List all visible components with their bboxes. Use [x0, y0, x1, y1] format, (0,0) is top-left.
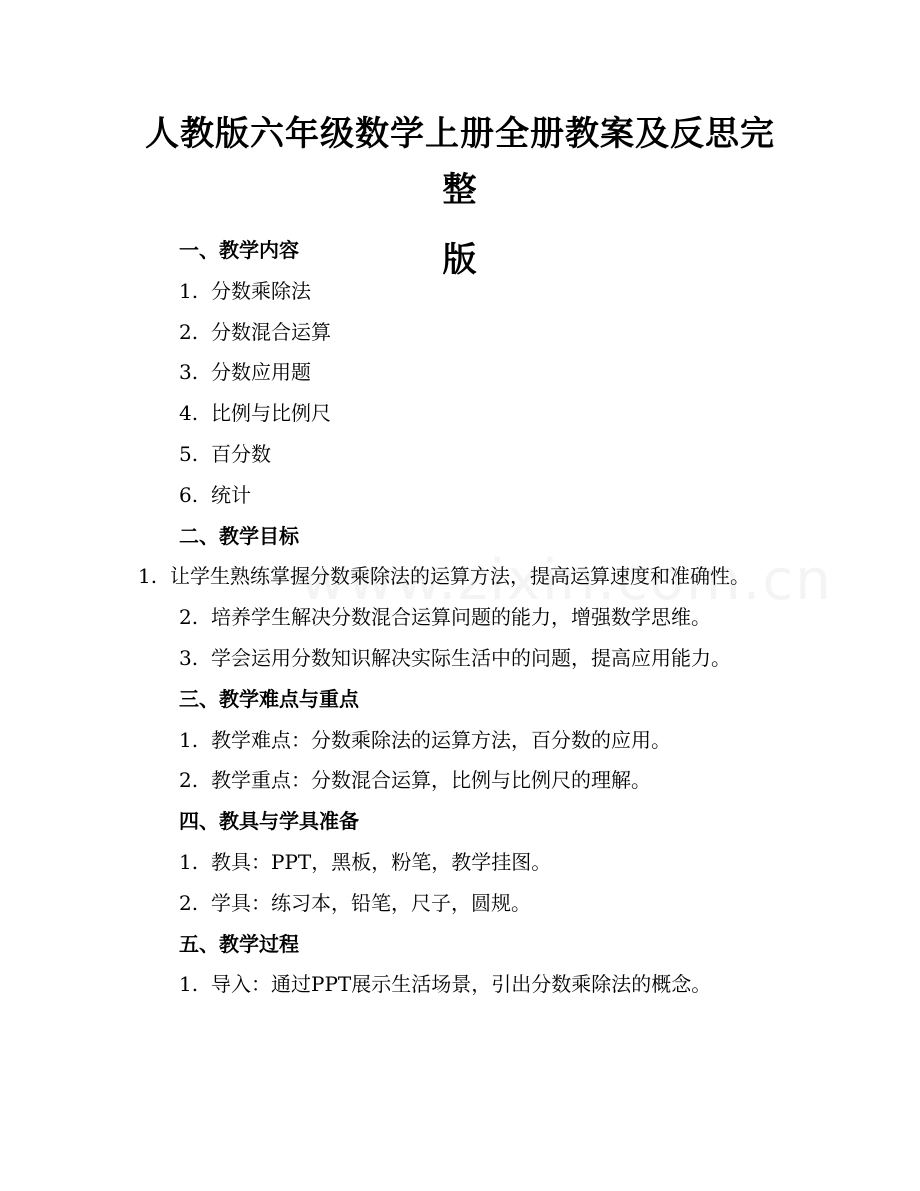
item-number: 2. [179, 890, 199, 915]
list-item [138, 475, 788, 516]
item-number: 1. [179, 849, 199, 874]
item-text: 分数混合运算 [211, 319, 331, 344]
item-number: 4. [179, 401, 199, 426]
item-number: 2. [179, 605, 199, 630]
document-body [138, 230, 788, 1005]
item-text: 比例与比例尺 [211, 401, 331, 426]
item-text: 分数应用题 [211, 360, 311, 385]
section-heading-process: 五、教学过程 [179, 931, 299, 956]
list-item [138, 597, 788, 638]
list-item [138, 883, 788, 924]
item-number: 6. [179, 482, 199, 507]
item-text: 教学难点：分数乘除法的运算方法，百分数的应用。 [211, 727, 671, 752]
item-text: 教学重点：分数混合运算，比例与比例尺的理解。 [211, 768, 651, 793]
list-item [138, 393, 788, 434]
item-text: 教具：PPT，黑板，粉笔，教学挂图。 [211, 849, 552, 874]
item-text: 让学生熟练掌握分数乘除法的运算方法，提高运算速度和准确性。 [170, 564, 750, 589]
list-item [97, 556, 788, 597]
list-item [138, 964, 788, 1005]
item-number: 1. [179, 278, 199, 303]
section-heading-materials: 四、教具与学具准备 [179, 809, 359, 834]
list-item [138, 842, 788, 883]
list-item [138, 760, 788, 801]
item-text: 学会运用分数知识解决实际生活中的问题，提高应用能力。 [211, 645, 731, 670]
list-item [138, 312, 788, 353]
item-number: 1. [179, 972, 199, 997]
list-item [138, 638, 788, 679]
item-number: 2. [179, 319, 199, 344]
item-number: 2. [179, 768, 199, 793]
item-number: 1. [179, 727, 199, 752]
item-number: 5. [179, 441, 199, 466]
item-text: 分数乘除法 [211, 278, 311, 303]
section-heading-content: 一、教学内容 [179, 238, 299, 262]
list-item [138, 720, 788, 761]
section-heading-key-points: 三、教学难点与重点 [179, 686, 359, 711]
list-item [138, 271, 788, 312]
list-item [138, 434, 788, 475]
title-line-2: 版 [442, 240, 478, 280]
item-text: 统计 [211, 482, 251, 507]
section-heading-objectives: 二、教学目标 [179, 523, 299, 548]
item-text: 培养学生解决分数混合运算问题的能力，增强数学思维。 [211, 605, 711, 630]
title-line-1: 人教版六年级数学上册全册教案及反思完整 [145, 114, 775, 210]
item-text: 学具：练习本，铅笔，尺子，圆规。 [211, 890, 531, 915]
item-number: 1. [138, 564, 158, 589]
item-text: 百分数 [211, 441, 271, 466]
list-item [138, 352, 788, 393]
item-text: 导入：通过PPT展示生活场景，引出分数乘除法的概念。 [211, 972, 712, 997]
item-number: 3. [179, 645, 199, 670]
item-number: 3. [179, 360, 199, 385]
